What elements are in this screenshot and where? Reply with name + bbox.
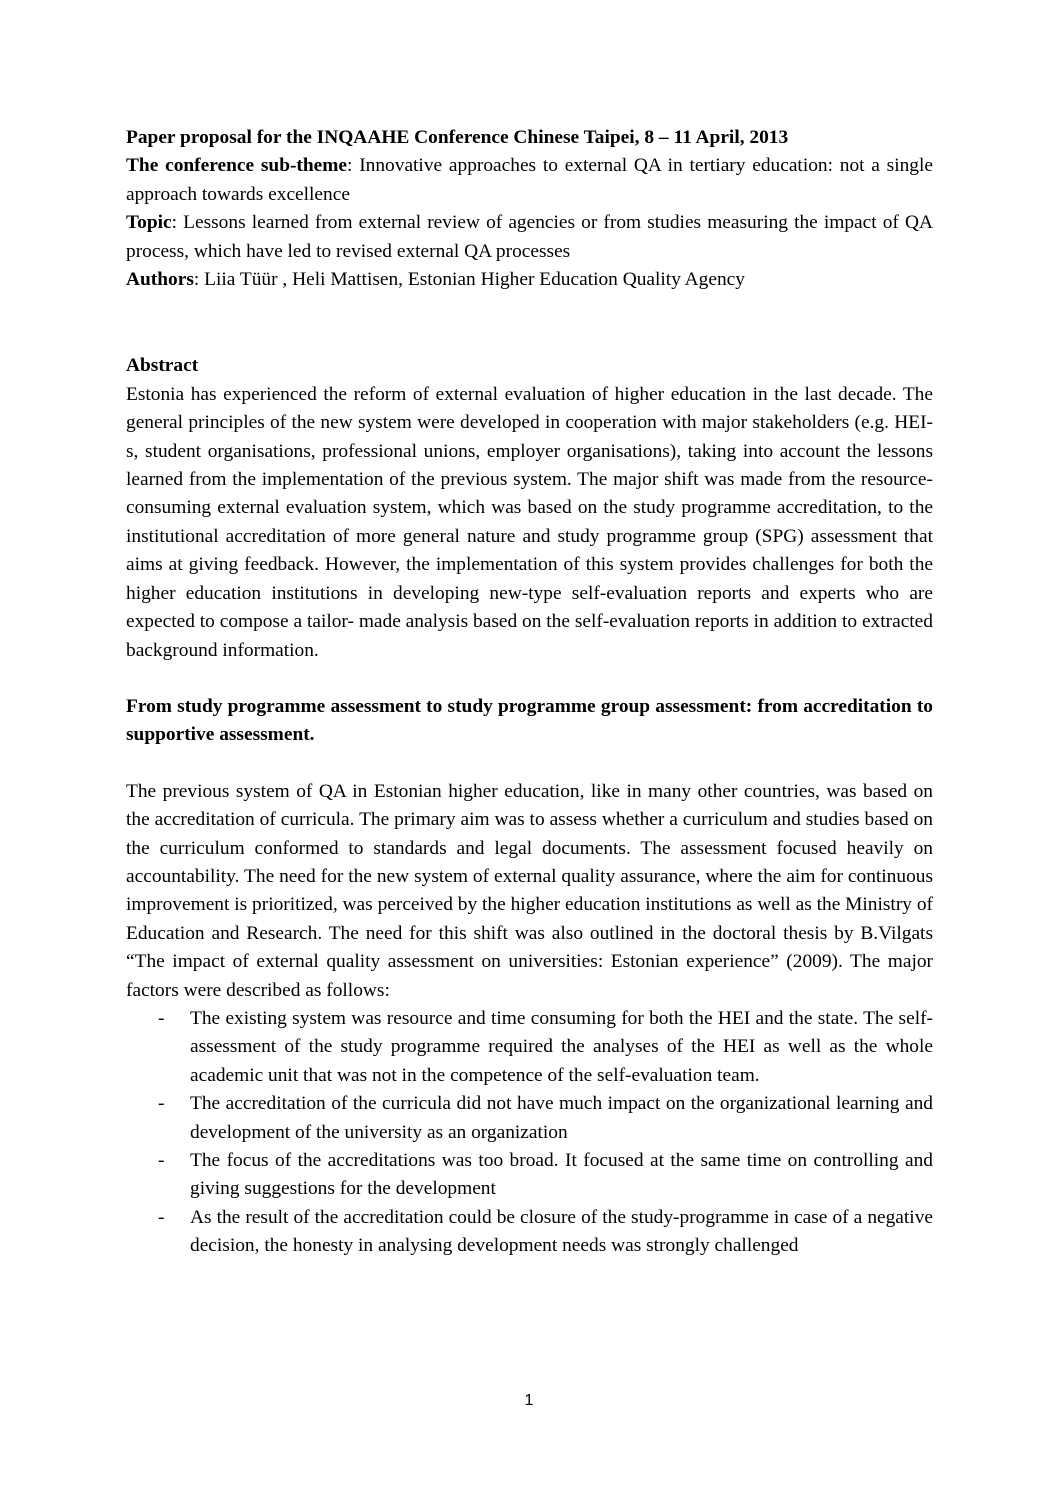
- bullet-dash: -: [158, 1150, 165, 1171]
- list-item-text: The accreditation of the curricula did not have much impact on the organizational learning and development of the university as an organization: [190, 1093, 933, 1143]
- list-item: [126, 1204, 933, 1261]
- abstract-body: Estonia has experienced the reform of external evaluation of higher education in the last decade. The general principles of the new system were developed in cooperation with major stakeholders (e.g. HEI-s, student organisations, professional unions, employer organisations), taking into account the lessons learned from the implementation of the previous system. The major shift was made from the resource-consuming external evaluation system, which was based on the study programme accreditation, to the institutional accreditation of more general nature and study programme group (SPG) assessment that aims at giving feedback. However, the implementation of this system provides challenges for both the higher education institutions in developing new-type self-evaluation reports and experts who are expected to compose a tailor- made analysis based on the self-evaluation reports in addition to extracted background information.: [126, 383, 933, 661]
- topic-line: [126, 209, 933, 266]
- section-heading: From study programme assessment to study programme group assessment: from accreditation to supportive assessment.: [126, 695, 933, 746]
- factors-list: [126, 1005, 933, 1261]
- authors-text: : Liia Tüür , Heli Mattisen, Estonian Higher Education Quality Agency: [193, 269, 745, 291]
- authors-line: [126, 266, 933, 294]
- list-item: [126, 1005, 933, 1090]
- list-item-text: The focus of the accreditations was too broad. It focused at the same time on controlling and giving suggestions for the development: [190, 1150, 933, 1200]
- bullet-dash: -: [158, 1206, 165, 1228]
- bullet-dash: -: [158, 1093, 165, 1115]
- list-item: [126, 1147, 933, 1204]
- subtheme-label: The conference sub-theme: [126, 155, 348, 177]
- abstract-heading: Abstract: [126, 355, 199, 377]
- page-number: 1: [524, 1392, 534, 1409]
- proposal-header: [126, 124, 933, 294]
- topic-label: Topic: [126, 212, 172, 234]
- subtheme-line: [126, 152, 933, 209]
- list-item: [126, 1090, 933, 1147]
- topic-text: : Lessons learned from external review of agencies or from studies measuring the impact of QA process, which have led to revised external QA processes: [126, 212, 933, 262]
- bullet-dash: -: [158, 1007, 165, 1029]
- authors-label: Authors: [126, 269, 194, 291]
- subtheme-text: : Innovative approaches to external QA in tertiary education: not a single approach towards excellence: [126, 155, 933, 205]
- section-body: The previous system of QA in Estonian higher education, like in many other countries, was based on the accreditation of curricula. The primary aim was to assess whether a curriculum and studies based on the curriculum conformed to standards and legal documents. The assessment focused heavily on accountability. The need for the new system of external quality assurance, where the aim for continuous improvement is prioritized, was perceived by the higher education institutions as well as the Ministry of Education and Research. The need for this shift was also outlined in the doctoral thesis by B.Vilgats “The impact of external quality assessment on universities: Estonian experience” (2009). The major factors were described as follows:: [126, 780, 933, 1001]
- list-item-text: As the result of the accreditation could be closure of the study-programme in case of a negative decision, the honesty in analysing development needs was strongly challenged: [190, 1206, 933, 1257]
- document-page: [126, 124, 933, 1261]
- proposal-title: Paper proposal for the INQAAHE Conference Chinese Taipei, 8 – 11 April, 2013: [126, 127, 789, 148]
- list-item-text: The existing system was resource and time consuming for both the HEI and the state. The self-assessment of the study programme required the analyses of the HEI as well as the whole academic unit that was not in the competence of the self-evaluation team.: [190, 1007, 933, 1086]
